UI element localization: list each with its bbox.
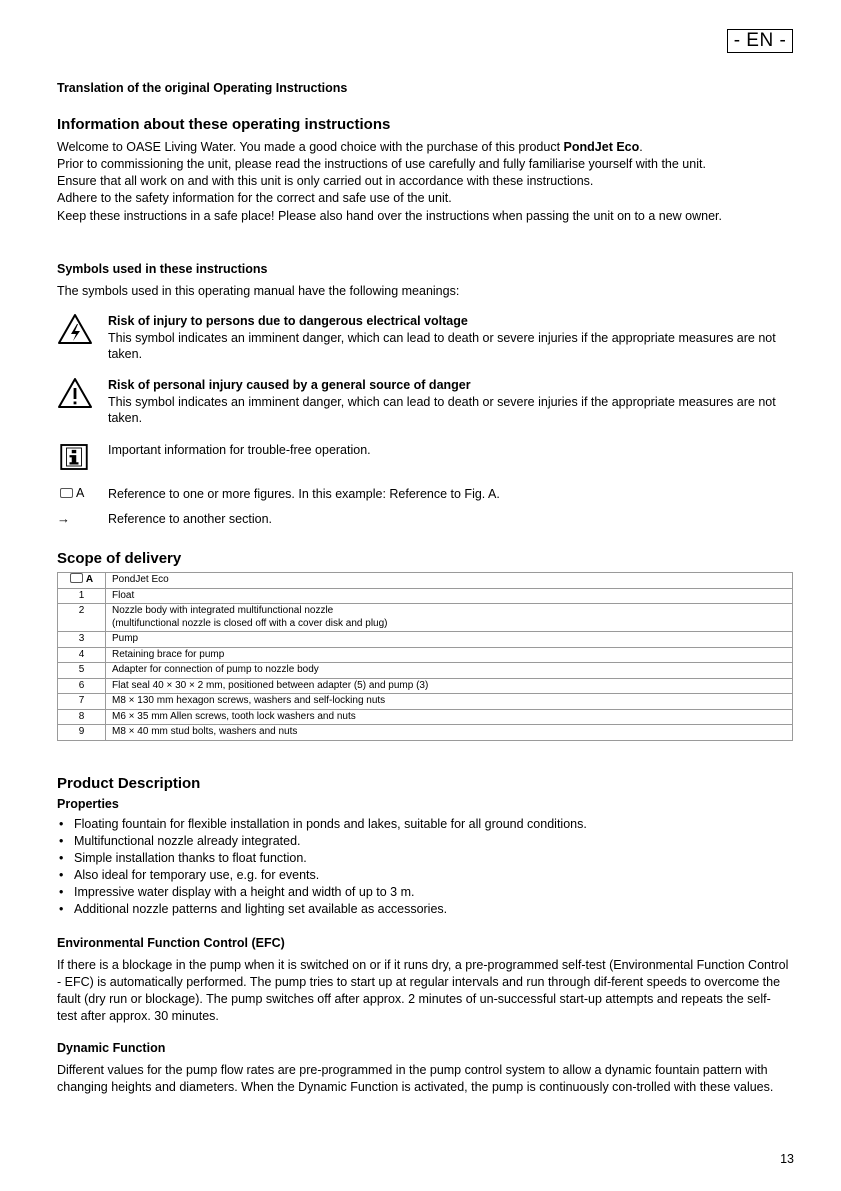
symbol-section-reference — [57, 511, 787, 528]
info-section-title: Information about these operating instructions — [57, 116, 391, 133]
symbol-general-description: Risk of personal injury caused by a general source of danger This symbol indicates an imminent danger, which can lead to death or severe injuries if the appropriate measures are not taken. — [108, 378, 776, 425]
symbol-figure-reference — [57, 486, 787, 503]
scope-table-header — [58, 573, 793, 589]
table-cell-number: 5 — [58, 663, 106, 679]
table-row — [58, 632, 793, 648]
table-cell-description: Nozzle body with integrated multifunctional nozzle (multifunctional nozzle is closed off with a cover disk and plug) — [106, 604, 793, 632]
language-badge: - EN - — [727, 29, 793, 53]
list-item: • Additional nozzle patterns and lighting set available as accessories. — [59, 902, 448, 916]
table-cell-description: Retaining brace for pump — [106, 647, 793, 663]
bullet-icon: • — [59, 851, 64, 865]
table-cell-number: 8 — [58, 709, 106, 725]
list-item: • Also ideal for temporary use, e.g. for events. — [59, 868, 320, 882]
table-cell-description: Flat seal 40 × 30 × 2 mm, positioned between adapter (5) and pump (3) — [106, 678, 793, 694]
list-item: • Simple installation thanks to float function. — [59, 851, 307, 865]
figure-box-icon — [70, 573, 83, 583]
welcome-paragraph: Welcome to OASE Living Water. You made a good choice with the purchase of this product PondJet Eco. — [57, 140, 643, 154]
read-instructions-paragraph: Prior to commissioning the unit, please read the instructions of use carefully and fully familiarise yourself with the unit. — [57, 157, 706, 171]
symbol-electrical — [57, 313, 787, 363]
list-item: • Floating fountain for flexible installation in ponds and lakes, suitable for all ground conditions. — [59, 817, 587, 831]
table-row — [58, 604, 793, 632]
arrow-right-icon: → — [57, 511, 70, 526]
electrical-hazard-icon — [57, 313, 97, 349]
table-row — [58, 663, 793, 679]
symbol-general — [57, 377, 787, 427]
symbols-section-title: Symbols used in these instructions — [57, 262, 268, 276]
figure-box-icon — [60, 488, 73, 498]
table-cell-description: M8 × 40 mm stud bolts, washers and nuts — [106, 725, 793, 741]
symbol-electrical-description: Risk of injury to persons due to dangerous electrical voltage This symbol indicates an imminent danger, which can lead to death or severe injuries if the appropriate measures are not taken. — [108, 314, 776, 361]
efc-title: Environmental Function Control (EFC) — [57, 936, 285, 950]
table-cell-description: Float — [106, 588, 793, 604]
general-hazard-icon — [57, 377, 97, 413]
dynamic-function-paragraph: Different values for the pump flow rates are pre-programmed in the pump control system to allow a dynamic fountain pattern with changing heights and diameters. When the Dynamic Function is activated, the pump is continuously con-trolled with these values. — [57, 1063, 774, 1094]
table-cell-description: Pump — [106, 632, 793, 648]
dynamic-function-title: Dynamic Function — [57, 1041, 166, 1055]
table-cell-number: 6 — [58, 678, 106, 694]
scope-header-figure: A — [58, 573, 106, 589]
info-icon — [59, 442, 89, 472]
table-cell-description: M6 × 35 mm Allen screws, tooth lock washers and nuts — [106, 709, 793, 725]
scope-section-title: Scope of delivery — [57, 550, 182, 567]
bullet-icon: • — [59, 817, 64, 831]
table-cell-number: 4 — [58, 647, 106, 663]
safety-paragraph: Adhere to the safety information for the correct and safe use of the unit. — [57, 191, 452, 205]
table-row — [58, 694, 793, 710]
symbol-info — [57, 442, 787, 476]
properties-list — [57, 816, 587, 918]
table-row — [58, 588, 793, 604]
keep-safe-paragraph: Keep these instructions in a safe place! Please also hand over the instructions when passing the unit on to a new owner. — [57, 209, 722, 223]
page-number: 13 — [780, 1152, 794, 1166]
scope-header-label: PondJet Eco — [106, 573, 793, 589]
table-cell-number: 9 — [58, 725, 106, 741]
table-cell-number: 1 — [58, 588, 106, 604]
list-item: • Multifunctional nozzle already integrated. — [59, 834, 301, 848]
symbol-info-description: Important information for trouble-free operation. — [108, 443, 371, 457]
section-reference-description: Reference to another section. — [108, 512, 272, 526]
scope-table — [57, 572, 793, 741]
table-row — [58, 725, 793, 741]
bullet-icon: • — [59, 885, 64, 899]
product-section-title: Product Description — [57, 775, 201, 792]
table-cell-number: 7 — [58, 694, 106, 710]
efc-paragraph: If there is a blockage in the pump when it is switched on or if it runs dry, a pre-programmed self-test (Environmental Function Control - EFC) is automatically performed. The pump tries to start up at regular intervals and run through dif-ferent speeds to overcome the fault (dry run or blockage). The pump switches off after approx. 2 minutes of un-successful start-up attempts and repeats the self-test after approx. 30 minutes. — [57, 958, 789, 1023]
table-cell-number: 2 — [58, 604, 106, 632]
bullet-icon: • — [59, 902, 64, 916]
table-row — [58, 678, 793, 694]
bullet-icon: • — [59, 834, 64, 848]
document-subtitle: Translation of the original Operating Instructions — [57, 81, 348, 95]
table-row — [58, 709, 793, 725]
table-cell-description: M8 × 130 mm hexagon screws, washers and self-locking nuts — [106, 694, 793, 710]
table-row — [58, 647, 793, 663]
bullet-icon: • — [59, 868, 64, 882]
symbols-intro: The symbols used in this operating manual have the following meanings: — [57, 284, 460, 298]
properties-title: Properties — [57, 797, 119, 811]
figure-reference-description: Reference to one or more figures. In this example: Reference to Fig. A. — [108, 487, 500, 501]
table-cell-number: 3 — [58, 632, 106, 648]
table-cell-description: Adapter for connection of pump to nozzle body — [106, 663, 793, 679]
work-accordance-paragraph: Ensure that all work on and with this unit is only carried out in accordance with these instructions. — [57, 174, 594, 188]
product-name: PondJet Eco — [563, 140, 640, 154]
list-item: • Impressive water display with a height and width of up to 3 m. — [59, 885, 415, 899]
figure-reference-symbol: A — [60, 486, 84, 500]
